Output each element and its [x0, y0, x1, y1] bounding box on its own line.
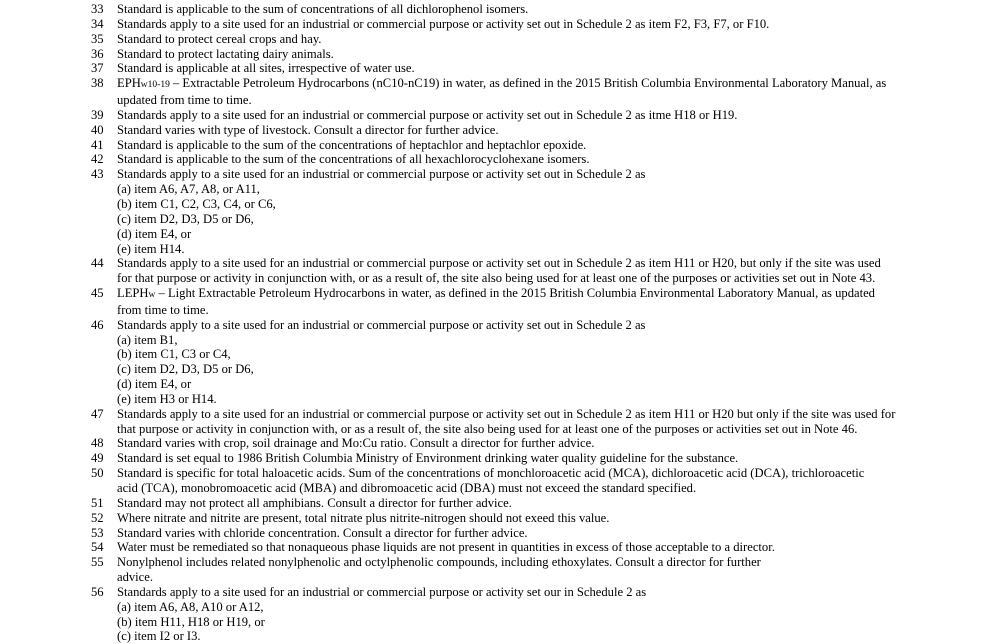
- note-text: [117, 466, 1000, 496]
- note-number: 50: [91, 466, 104, 481]
- note-text: [117, 540, 1000, 555]
- note-line: Standard varies with crop, soil drainage and Mo:Cu ratio. Consult a director for further advice.: [117, 436, 595, 451]
- note-text: [117, 47, 1000, 62]
- note-text: [117, 152, 1000, 167]
- note-text: [117, 526, 1000, 541]
- note-text: [117, 138, 1000, 153]
- note-number: 43: [91, 167, 104, 182]
- note-line: [117, 76, 1000, 93]
- note-line: advice.: [117, 570, 154, 585]
- note-row: [0, 256, 1000, 286]
- note-number: 46: [91, 317, 104, 332]
- note-line: Standards apply to a site used for an industrial or commercial purpose or activity set out in Schedule 2 as: [117, 167, 646, 182]
- note-line: (b) item C1, C2, C3, C4, or C6,: [117, 196, 276, 211]
- note-row: [0, 318, 1000, 407]
- note-number: 42: [91, 152, 104, 167]
- note-row: [0, 511, 1000, 526]
- note-line: (d) item E4, or: [117, 377, 192, 392]
- note-line: (a) item A6, A8, A10 or A12,: [117, 599, 264, 614]
- note-number: 38: [91, 76, 104, 91]
- note-text: [117, 496, 1000, 511]
- note-line: that purpose or activity in conjunction with, or as a result of, the site also being used for at least one of the purposes or activities set out in Note 46.: [117, 421, 858, 436]
- note-text: [117, 436, 1000, 451]
- note-line: Standard to protect lactating dairy animals.: [117, 46, 334, 61]
- note-line: Standard is applicable to the sum of concentrations of all dichlorophenol isomers.: [117, 2, 529, 16]
- note-line: (c) item I2 or I3.: [117, 629, 201, 644]
- note-text: [117, 17, 1000, 32]
- note-line: from time to time.: [117, 302, 209, 317]
- note-number: 52: [91, 510, 104, 525]
- note-line: (b) item H11, H18 or H19, or: [117, 614, 265, 629]
- note-line: Standards apply to a site used for an industrial or commercial purpose or activity set our in Schedule 2 as: [117, 584, 647, 599]
- note-line: (a) item B1,: [117, 332, 178, 347]
- note-number: 48: [91, 436, 104, 451]
- note-number: 37: [91, 61, 104, 76]
- note-line: updated from time to time.: [117, 93, 252, 108]
- note-line: (e) item H14.: [117, 241, 185, 256]
- note-number: 56: [91, 584, 104, 599]
- note-line: (b) item C1, C3 or C4,: [117, 347, 231, 362]
- note-row: [0, 526, 1000, 541]
- subscript-text: w10-19: [140, 80, 170, 91]
- note-line: Where nitrate and nitrite are present, total nitrate plus nitrite-nitrogen should not exeed this value.: [117, 510, 610, 525]
- note-number: 44: [91, 256, 104, 271]
- note-number: 41: [91, 137, 104, 152]
- note-row: [0, 2, 1000, 17]
- note-text: [117, 32, 1000, 47]
- note-row: [0, 123, 1000, 138]
- note-text: [117, 318, 1000, 407]
- note-line: (c) item D2, D3, D5 or D6,: [117, 362, 254, 377]
- note-line: Standard may not protect all amphibians. Consult a director for further advice.: [117, 495, 512, 510]
- note-line: Standards apply to a site used for an industrial or commercial purpose or activity set out in Schedule 2 as itme H18 or H19.: [117, 107, 738, 122]
- note-row: [0, 47, 1000, 62]
- note-text: [117, 61, 1000, 76]
- note-text: [117, 407, 1000, 437]
- note-line: Standard to protect cereal crops and hay.: [117, 31, 322, 46]
- note-line-segment: – Extractable Petroleum Hydrocarbons (nC10-nC19) in water, as defined in the 2015 British Columbia Environmental Laboratory Manual, as: [169, 76, 887, 91]
- note-row: [0, 286, 1000, 318]
- note-line: Standards apply to a site used for an industrial or commercial purpose or activity set out in Schedule 2 as item H11 or H20, but only if the site was used: [117, 256, 881, 271]
- note-row: [0, 466, 1000, 496]
- note-text: [117, 2, 1000, 17]
- note-row: [0, 61, 1000, 76]
- note-line-segment: – Light Extractable Petroleum Hydrocarbons in water, as defined in the 2015 British Columbia Environmental Laboratory Manual, as updated: [155, 286, 875, 301]
- subscript-text: w: [148, 290, 156, 301]
- note-line: Standard varies with type of livestock. Consult a director for further advice.: [117, 122, 499, 137]
- note-row: [0, 167, 1000, 256]
- note-text: [117, 286, 1000, 318]
- note-row: [0, 540, 1000, 555]
- note-line: [117, 286, 1000, 303]
- note-number: 51: [91, 495, 104, 510]
- note-line: (e) item H3 or H14.: [117, 391, 217, 406]
- note-text: [117, 511, 1000, 526]
- note-line: Standards apply to a site used for an industrial or commercial purpose or activity set out in Schedule 2 as item H11 or H20 but only if the site was used for: [117, 406, 896, 421]
- note-line: Nonylphenol includes related nonylphenolic and octylphenolic compounds, including ethoxylates. Consult a director for further: [117, 555, 761, 570]
- note-line: (a) item A6, A7, A8, or A11,: [117, 182, 260, 197]
- note-line: (c) item D2, D3, D5 or D6,: [117, 211, 254, 226]
- note-number: 35: [91, 31, 104, 46]
- note-line: for that purpose or activity in conjunction with, or as a result of, the site also being used for at least one of the purposes or activities set out in Note 43.: [117, 271, 876, 286]
- note-text: [117, 451, 1000, 466]
- note-line: Standard is set equal to 1986 British Columbia Ministry of Environment drinking water quality guideline for the substance.: [117, 451, 739, 466]
- note-line: Standard is applicable to the sum of the concentrations of heptachlor and heptachlor epoxide.: [117, 137, 587, 152]
- note-row: [0, 152, 1000, 167]
- note-row: [0, 76, 1000, 108]
- note-line-segment: LEPH: [117, 286, 149, 301]
- note-row: [0, 407, 1000, 437]
- note-line: Standard is specific for total haloacetic acids. Sum of the concentrations of monchloroacetic acid (MCA), dichloroacetic acid (DCA), trichloroacetic: [117, 466, 865, 481]
- note-number: 39: [91, 107, 104, 122]
- note-number: 55: [91, 555, 104, 570]
- note-row: [0, 32, 1000, 47]
- note-row: [0, 585, 1000, 644]
- note-row: [0, 555, 1000, 585]
- note-number: 33: [91, 2, 104, 16]
- note-text: [117, 76, 1000, 108]
- note-text: [117, 123, 1000, 138]
- note-number: 34: [91, 16, 104, 31]
- note-number: 36: [91, 46, 104, 61]
- note-line: (d) item E4, or: [117, 226, 192, 241]
- note-row: [0, 436, 1000, 451]
- note-number: 40: [91, 122, 104, 137]
- note-number: 53: [91, 525, 104, 540]
- note-row: [0, 17, 1000, 32]
- note-line: Standards apply to a site used for an industrial or commercial purpose or activity set out in Schedule 2 as item F2, F3, F7, or F10.: [117, 16, 770, 31]
- note-line: Standard is applicable at all sites, irrespective of water use.: [117, 61, 415, 76]
- note-number: 45: [91, 286, 104, 301]
- note-line: Standard varies with chloride concentration. Consult a director for further advice.: [117, 525, 528, 540]
- note-text: [117, 585, 1000, 644]
- note-text: [117, 256, 1000, 286]
- notes-list: [0, 2, 1000, 644]
- note-line-segment: EPH: [117, 76, 141, 91]
- note-line: Standard is applicable to the sum of the concentrations of all hexachlorocyclohexane isomers.: [117, 152, 590, 167]
- note-line: acid (TCA), monobromoacetic acid (MBA) and dibromoacetic acid (DBA) must not exceed the standard specified.: [117, 481, 697, 495]
- note-number: 54: [91, 540, 104, 555]
- note-row: [0, 138, 1000, 153]
- note-text: [117, 555, 1000, 585]
- note-row: [0, 451, 1000, 466]
- note-row: [0, 108, 1000, 123]
- note-number: 47: [91, 406, 104, 421]
- note-text: [117, 108, 1000, 123]
- note-line: Standards apply to a site used for an industrial or commercial purpose or activity set out in Schedule 2 as: [117, 317, 646, 332]
- note-number: 49: [91, 451, 104, 466]
- note-text: [117, 167, 1000, 256]
- note-line: Water must be remediated so that nonaqueous phase liquids are not present in quantities in excess of those acceptable to a director.: [117, 540, 775, 555]
- note-row: [0, 496, 1000, 511]
